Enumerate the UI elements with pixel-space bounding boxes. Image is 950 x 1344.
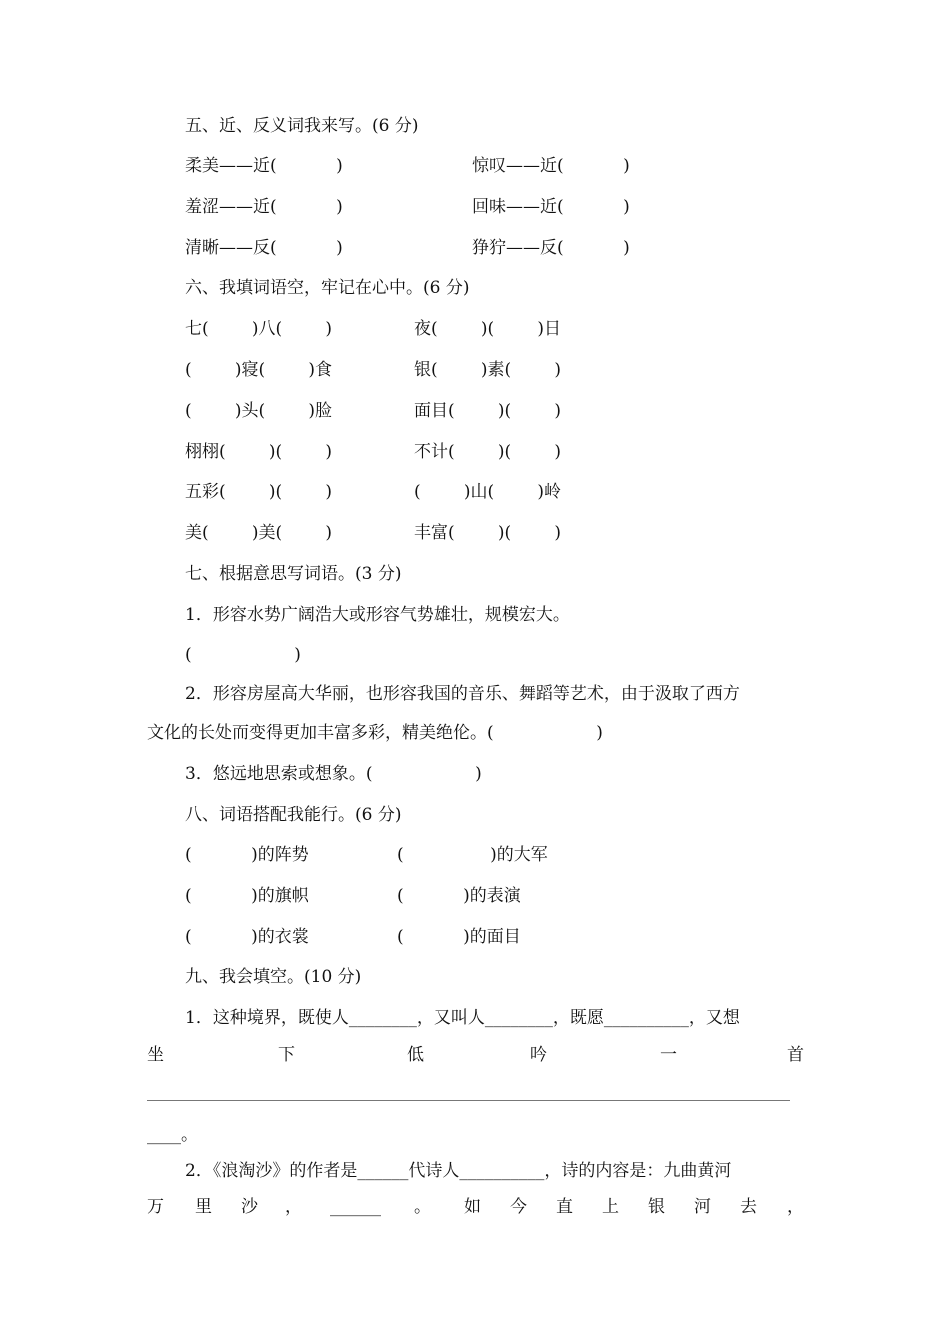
s9-q2-token: 沙: [241, 1197, 258, 1217]
s7-question-2-line-2: 文化的长处而变得更加丰富多彩，精美绝伦。( ): [147, 723, 603, 743]
s6-row-3-left: ( )头( )脸: [185, 401, 332, 421]
s8-row-2-left: ( )的旗帜: [185, 886, 309, 906]
s9-q2-token: 去: [740, 1197, 757, 1217]
s6-row-3-right: 面目( )( ): [414, 401, 561, 421]
s7-question-3: 3．悠远地思索或想象。( ): [185, 764, 482, 784]
section-8-title: 八、词语搭配我能行。(6 分): [185, 805, 402, 825]
s6-row-5-left: 五彩( )( ): [185, 482, 332, 502]
s9-question-1-tail: ____。: [147, 1125, 198, 1145]
s9-q2-token: 如: [464, 1197, 481, 1217]
s8-row-1-right: ( )的大军: [397, 845, 548, 865]
s9-q2-token: 今: [510, 1197, 527, 1217]
s6-row-6-right: 丰富( )( ): [414, 523, 561, 543]
s5-row-3-right: 狰狞——反( ): [472, 238, 630, 258]
s9-q2-token: 上: [602, 1197, 619, 1217]
s5-row-3-left: 清晰——反( ): [185, 238, 343, 258]
s9-q1-char: 吟: [530, 1045, 547, 1065]
s8-row-3-left: ( )的衣裳: [185, 927, 309, 947]
s9-q1-char: 一: [660, 1045, 677, 1065]
s9-q2-token: 。: [414, 1197, 431, 1217]
s5-row-2-left: 羞涩——近( ): [185, 197, 343, 217]
section-6-title: 六、我填词语空，牢记在心中。(6 分): [185, 278, 470, 298]
s6-row-4-left: 栩栩( )( ): [185, 442, 332, 462]
s6-row-5-right: ( )山( )岭: [414, 482, 561, 502]
s6-row-2-right: 银( )素( ): [414, 360, 561, 380]
answer-underline: [147, 1100, 790, 1101]
s6-row-2-left: ( )寝( )食: [185, 360, 332, 380]
s9-q2-token: 直: [556, 1197, 573, 1217]
s6-row-4-right: 不计( )( ): [414, 442, 561, 462]
s9-q1-char: 首: [787, 1045, 804, 1065]
s9-q1-char: 低: [407, 1045, 424, 1065]
s9-q2-token: 河: [694, 1197, 711, 1217]
s9-q2-token: ，: [285, 1197, 302, 1217]
s5-row-1-left: 柔美——近( ): [185, 156, 343, 176]
s9-q2-token: 里: [195, 1197, 212, 1217]
section-7-title: 七、根据意思写词语。(3 分): [185, 564, 402, 584]
s6-row-1-right: 夜( )( )日: [414, 319, 561, 339]
section-9-title: 九、我会填空。(10 分): [185, 967, 362, 987]
s9-q2-token: 万: [147, 1197, 164, 1217]
s9-question-2-line-1: 2．《浪淘沙》的作者是______代诗人__________，诗的内容是：九曲黄河: [185, 1161, 732, 1181]
s7-question-1-blank: ( ): [185, 645, 301, 665]
s7-question-1: 1．形容水势广阔浩大或形容气势雄壮，规模宏大。: [185, 605, 570, 625]
s9-question-1-line-1: 1．这种境界，既使人________，又叫人________，既愿__________，又想: [185, 1008, 740, 1028]
s9-q2-token: ，: [787, 1197, 804, 1217]
s9-q2-token: ______: [330, 1197, 381, 1217]
s5-row-1-right: 惊叹——近( ): [472, 156, 630, 176]
s9-q2-token: 银: [648, 1197, 665, 1217]
s8-row-2-right: ( )的表演: [397, 886, 521, 906]
s9-q1-char: 下: [278, 1045, 295, 1065]
s9-q1-char: 坐: [147, 1045, 164, 1065]
s6-row-6-left: 美( )美( ): [185, 523, 332, 543]
s6-row-1-left: 七( )八( ): [185, 319, 332, 339]
s8-row-1-left: ( )的阵势: [185, 845, 309, 865]
s7-question-2-line-1: 2．形容房屋高大华丽，也形容我国的音乐、舞蹈等艺术，由于汲取了西方: [185, 684, 740, 704]
section-5-title: 五、近、反义词我来写。(6 分): [185, 116, 419, 136]
s8-row-3-right: ( )的面目: [397, 927, 521, 947]
s5-row-2-right: 回味——近( ): [472, 197, 630, 217]
